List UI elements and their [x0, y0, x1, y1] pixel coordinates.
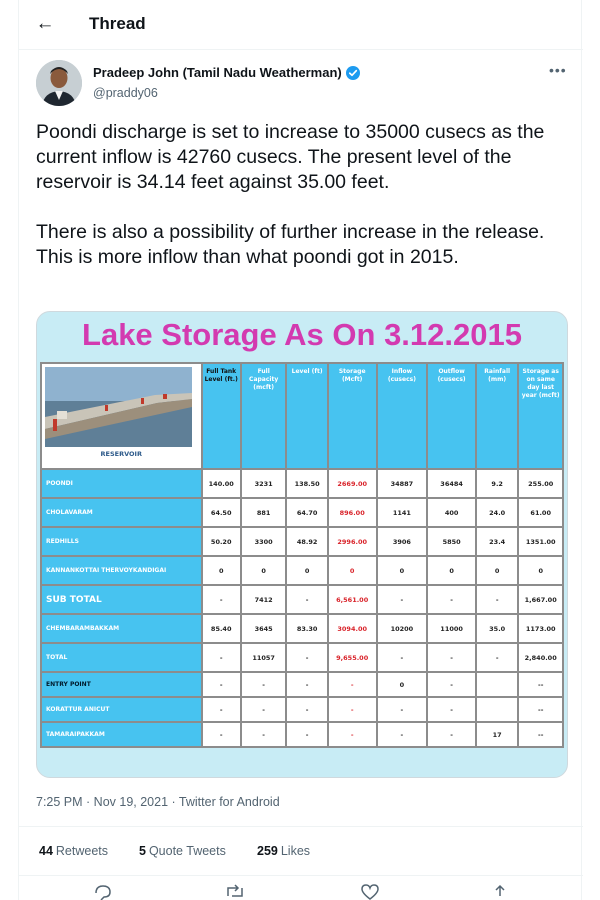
table-cell: 2,840.00 [518, 643, 563, 672]
table-cell: - [328, 672, 377, 697]
table-cell [476, 697, 518, 722]
table-cell: 9.2 [476, 469, 518, 498]
table-cell: -- [518, 697, 563, 722]
thread-header [19, 0, 583, 50]
table-cell: - [241, 697, 287, 722]
reservoir-header: RESERVOIR [41, 363, 202, 469]
page-title: Thread [89, 14, 146, 33]
table-cell: 0 [241, 556, 287, 585]
retweet-icon[interactable] [224, 884, 246, 900]
table-cell: 3231 [241, 469, 287, 498]
table-cell: - [286, 585, 327, 614]
table-row [41, 527, 563, 556]
table-cell: 7412 [241, 585, 287, 614]
table-cell: 5850 [427, 527, 476, 556]
table-cell: 64.50 [202, 498, 241, 527]
table-cell [476, 672, 518, 697]
table-row [41, 585, 563, 614]
table-cell: - [286, 643, 327, 672]
table-cell: 9,655.00 [328, 643, 377, 672]
lake-storage-table [40, 362, 564, 748]
table-cell: 2996.00 [328, 527, 377, 556]
table-cell: 0 [202, 556, 241, 585]
table-cell: - [241, 672, 287, 697]
table-cell: 0 [377, 556, 428, 585]
tweet-stats [19, 826, 583, 876]
like-icon[interactable] [359, 884, 381, 900]
table-cell: - [202, 697, 241, 722]
reservoir-name-cell: CHEMBARAMBAKKAM [41, 614, 202, 643]
column-header: Rainfall (mm) [476, 363, 518, 469]
reply-icon[interactable] [92, 884, 114, 900]
table-cell: 0 [476, 556, 518, 585]
tweet-source[interactable]: Twitter for Android [178, 795, 280, 809]
reservoir-name-cell: ENTRY POINT [41, 672, 202, 697]
reservoir-name-cell: TAMARAIPAKKAM [41, 722, 202, 747]
table-cell: 896.00 [328, 498, 377, 527]
column-header: Full Tank Level (ft.) [202, 363, 241, 469]
table-header-row [41, 363, 563, 469]
table-cell: - [328, 697, 377, 722]
reservoir-name-cell: KANNANKOTTAI THERVOYKANDIGAI [41, 556, 202, 585]
table-cell: 50.20 [202, 527, 241, 556]
column-header: Storage (Mcft) [328, 363, 377, 469]
table-row [41, 614, 563, 643]
table-cell: 881 [241, 498, 287, 527]
reservoir-name-cell: REDHILLS [41, 527, 202, 556]
table-cell: - [286, 722, 327, 747]
table-cell: - [202, 643, 241, 672]
table-cell: - [427, 722, 476, 747]
thread-column [18, 0, 582, 900]
reservoir-name-cell: SUB TOTAL [41, 585, 202, 614]
table-cell: 10200 [377, 614, 428, 643]
table-cell: 0 [377, 672, 428, 697]
table-cell: - [241, 722, 287, 747]
table-cell: - [427, 697, 476, 722]
tweet-actions [19, 882, 583, 900]
table-cell: - [476, 643, 518, 672]
table-cell: - [202, 672, 241, 697]
table-cell: 3906 [377, 527, 428, 556]
table-cell: 0 [518, 556, 563, 585]
column-header: Level (ft) [286, 363, 327, 469]
table-cell: 2669.00 [328, 469, 377, 498]
table-cell: 24.0 [476, 498, 518, 527]
table-cell: 23.4 [476, 527, 518, 556]
table-cell: 61.00 [518, 498, 563, 527]
table-cell: -- [518, 672, 563, 697]
table-cell: - [377, 643, 428, 672]
reservoir-name-cell: POONDI [41, 469, 202, 498]
column-header: Inflow (cusecs) [377, 363, 428, 469]
tweet-date[interactable]: Nov 19, 2021 [93, 795, 169, 809]
table-cell: - [427, 672, 476, 697]
table-cell: - [377, 697, 428, 722]
table-cell: - [377, 722, 428, 747]
avatar-image [36, 60, 82, 106]
table-cell: 255.00 [518, 469, 563, 498]
column-header: Full Capacity (mcft) [241, 363, 287, 469]
table-cell: 0 [427, 556, 476, 585]
table-cell: 35.0 [476, 614, 518, 643]
reservoir-photo [45, 367, 192, 447]
arrow-left-icon[interactable]: ← [35, 13, 55, 34]
table-cell: 6,561.00 [328, 585, 377, 614]
table-row [41, 556, 563, 585]
table-row [41, 722, 563, 747]
retweets-stat[interactable]: 44 Retweets [39, 844, 109, 858]
table-cell: 17 [476, 722, 518, 747]
column-header: Storage as on same day last year (mcft) [518, 363, 563, 469]
table-cell: - [202, 585, 241, 614]
table-row [41, 643, 563, 672]
table-cell: -- [518, 722, 563, 747]
table-cell: 36484 [427, 469, 476, 498]
tweet-time[interactable]: 7:25 PM [36, 795, 83, 809]
table-cell: 1,667.00 [518, 585, 563, 614]
table-cell: 64.70 [286, 498, 327, 527]
table-cell: 138.50 [286, 469, 327, 498]
table-cell: 11000 [427, 614, 476, 643]
share-icon[interactable] [489, 884, 511, 900]
more-options-icon[interactable]: ••• [549, 62, 567, 78]
table-cell: 1351.00 [518, 527, 563, 556]
table-cell: - [476, 585, 518, 614]
likes-stat[interactable]: 259 Likes [257, 844, 311, 858]
quote-tweets-stat[interactable]: 5 Quote Tweets [139, 844, 226, 858]
table-row [41, 697, 563, 722]
author-handle[interactable]: @praddy06 [93, 86, 158, 100]
tweet-text [36, 120, 566, 295]
tweet-paragraph: There is also a possibility of further increase in the release. This is more inflow than what poondi got in 2015. [36, 221, 545, 268]
table-cell: 34887 [377, 469, 428, 498]
table-cell: - [377, 585, 428, 614]
table-cell: 400 [427, 498, 476, 527]
table-cell: - [427, 643, 476, 672]
table-cell: 1141 [377, 498, 428, 527]
table-cell: 140.00 [202, 469, 241, 498]
table-cell: - [328, 722, 377, 747]
table-cell: 3300 [241, 527, 287, 556]
tweet-meta: 7:25 PM · Nov 19, 2021 · Twitter for Android [36, 795, 280, 809]
table-cell: 11057 [241, 643, 287, 672]
avatar[interactable] [36, 60, 82, 106]
table-cell: 83.30 [286, 614, 327, 643]
image-title: Lake Storage As On 3.12.2015 [82, 317, 522, 352]
table-cell: 0 [328, 556, 377, 585]
table-cell: 48.92 [286, 527, 327, 556]
table-row [41, 469, 563, 498]
table-cell: - [202, 722, 241, 747]
column-header: Outflow (cusecs) [427, 363, 476, 469]
reservoir-name-cell: TOTAL [41, 643, 202, 672]
tweet-paragraph: Poondi discharge is set to increase to 35000 cusecs as the current inflow is 42760 cusecs. The present level of the reservoir is 34.14 feet against 35.00 feet. [36, 121, 545, 193]
table-cell: 3094.00 [328, 614, 377, 643]
table-cell: 3645 [241, 614, 287, 643]
verified-badge-icon [346, 66, 360, 80]
reservoir-name-cell: KORATTUR ANICUT [41, 697, 202, 722]
table-cell: - [286, 672, 327, 697]
table-cell: - [286, 697, 327, 722]
tweet-image[interactable] [36, 311, 568, 778]
table-cell: - [427, 585, 476, 614]
reservoir-name-cell: CHOLAVARAM [41, 498, 202, 527]
table-row [41, 498, 563, 527]
author-name[interactable]: Pradeep John (Tamil Nadu Weatherman) [93, 65, 342, 80]
table-row [41, 672, 563, 697]
table-cell: 85.40 [202, 614, 241, 643]
author-name-row[interactable] [93, 65, 360, 80]
table-cell: 1173.00 [518, 614, 563, 643]
table-cell: 0 [286, 556, 327, 585]
